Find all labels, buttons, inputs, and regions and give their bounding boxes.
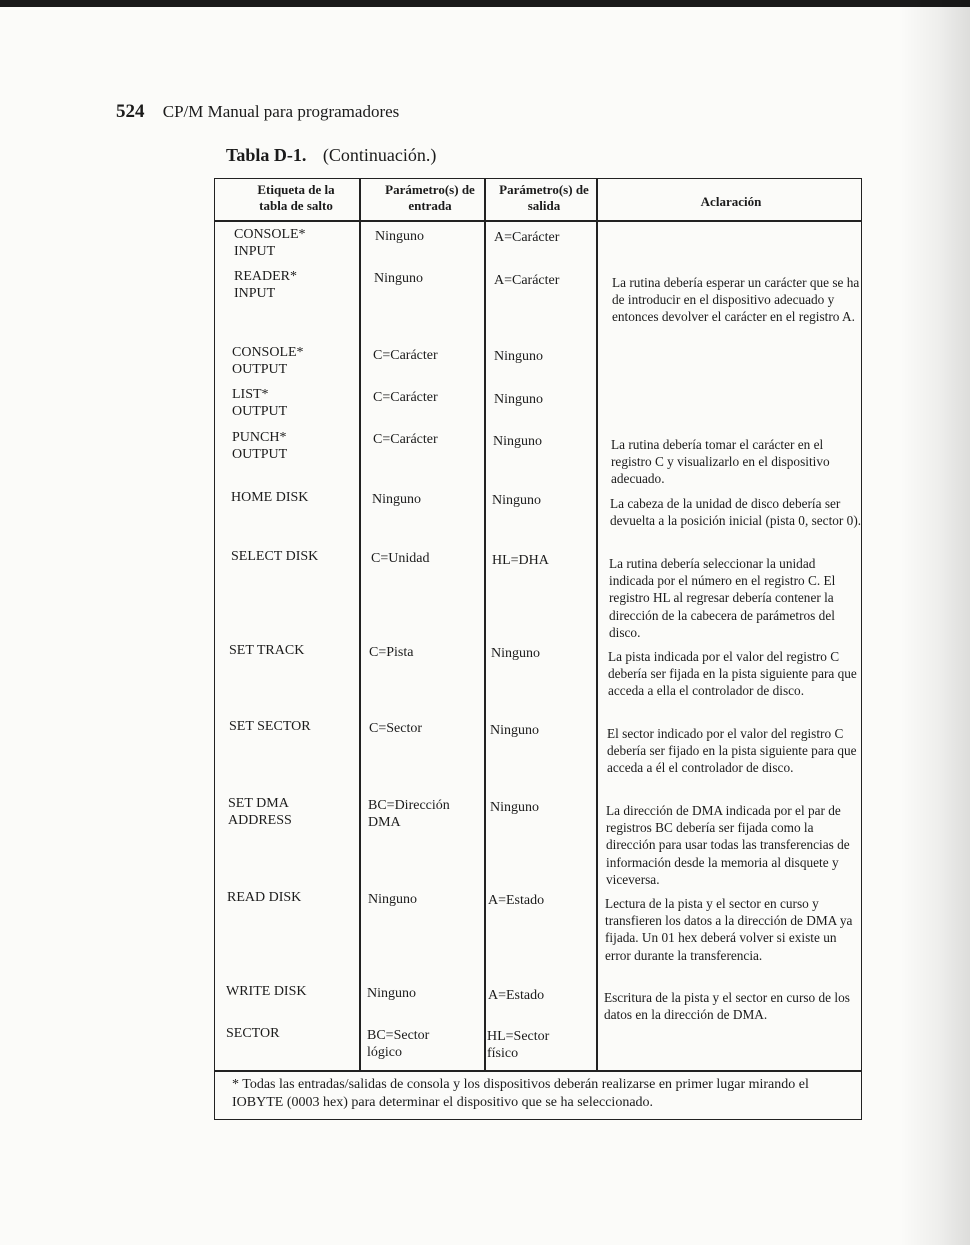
row-output: Ninguno bbox=[494, 349, 543, 364]
table-footnote: * Todas las entradas/salidas de consola y los dispositivos deberán realizarse en primer lugar mirando el IOBYTE (0003 hex) para determinar el dispositivo que se ha seleccionado. bbox=[232, 1077, 809, 1110]
running-head-title: CP/M Manual para programadores bbox=[162, 102, 400, 121]
row-input: Ninguno bbox=[372, 492, 421, 507]
header-input: Parámetro(s) de entrada bbox=[385, 182, 475, 213]
row-input: BC=Sector lógico bbox=[367, 1028, 430, 1060]
table-caption-text: (Continuación.) bbox=[322, 145, 437, 165]
row-note: La dirección de DMA indicada por el par de registros BC debería ser fijada como la dirección para usar todas las transferencias de información desde la memoria al disquete y viceversa. bbox=[606, 803, 850, 887]
row-input: C=Carácter bbox=[373, 348, 438, 363]
header-output: Parámetro(s) de salida bbox=[499, 182, 589, 213]
row-note: El sector indicado por el valor del registro C debería ser fijado en la pista siguiente para que acceda a él el controlador de disco. bbox=[607, 726, 857, 776]
row-label: HOME DISK bbox=[231, 490, 309, 505]
row-note: La pista indicada por el valor del registro C debería ser fijada en la pista siguiente para que acceda a ella el controlador de disco. bbox=[608, 649, 857, 699]
row-input: Ninguno bbox=[367, 986, 416, 1001]
row-output: Ninguno bbox=[493, 434, 542, 449]
row-output: A=Estado bbox=[488, 988, 545, 1003]
row-input: Ninguno bbox=[368, 892, 417, 907]
row-note: La rutina debería seleccionar la unidad indicada por el número en el registro C. El registro HL al regresar debería contener la dirección de la cabecera de parámetros del disco. bbox=[609, 556, 836, 640]
row-output: A=Estado bbox=[488, 893, 545, 908]
row-output: Ninguno bbox=[490, 723, 539, 738]
header-bottom-rule bbox=[214, 220, 862, 222]
row-label: SECTOR bbox=[226, 1026, 280, 1041]
running-header bbox=[116, 101, 399, 123]
row-label: READ DISK bbox=[227, 890, 302, 905]
row-note: La rutina debería tomar el carácter en el registro C y visualizarlo en el dispositivo adecuado. bbox=[611, 437, 830, 487]
row-input: C=Carácter bbox=[373, 432, 438, 447]
row-input: BC=Dirección DMA bbox=[368, 798, 450, 830]
row-label: PUNCH* OUTPUT bbox=[232, 430, 288, 462]
table-caption bbox=[226, 145, 436, 166]
row-input: C=Carácter bbox=[373, 390, 438, 405]
row-label: SET DMA ADDRESS bbox=[228, 796, 292, 828]
row-output: Ninguno bbox=[494, 392, 543, 407]
page-number: 524 bbox=[116, 101, 145, 122]
row-label: SET TRACK bbox=[229, 643, 305, 658]
body-bottom-rule bbox=[214, 1070, 862, 1072]
column-rule-2 bbox=[484, 178, 486, 1071]
row-label: SELECT DISK bbox=[231, 549, 319, 564]
row-output: Ninguno bbox=[490, 800, 539, 815]
scan-top-edge bbox=[0, 0, 970, 7]
row-note: Lectura de la pista y el sector en curso y transfieren los datos a la dirección de DMA ya fijada. Un 01 hex deberá volver si existe un error durante la transferencia. bbox=[605, 896, 853, 963]
row-label: CONSOLE* OUTPUT bbox=[232, 345, 304, 377]
row-input: Ninguno bbox=[374, 271, 423, 286]
header-note: Aclaración bbox=[700, 194, 762, 209]
row-output: A=Carácter bbox=[494, 230, 560, 245]
row-note: Escritura de la pista y el sector en curso de los datos en la dirección de DMA. bbox=[604, 990, 850, 1023]
row-output: Ninguno bbox=[492, 493, 541, 508]
row-label: LIST* OUTPUT bbox=[232, 387, 288, 419]
row-output: Ninguno bbox=[491, 646, 540, 661]
header-label: Etiqueta de la tabla de salto bbox=[257, 182, 335, 213]
row-note: La rutina debería esperar un carácter que se ha de introducir en el dispositivo adecuado y entonces devolver el carácter en el registro A. bbox=[612, 275, 860, 325]
row-note: La cabeza de la unidad de disco debería ser devuelta a la posición inicial (pista 0, sector 0). bbox=[610, 496, 862, 529]
row-output: A=Carácter bbox=[494, 273, 560, 288]
row-input: C=Sector bbox=[369, 721, 422, 736]
row-output: HL=Sector físico bbox=[487, 1029, 550, 1061]
page-gutter-shadow bbox=[900, 0, 970, 1245]
table-caption-label: Tabla D-1. bbox=[226, 145, 307, 165]
row-label: CONSOLE* INPUT bbox=[234, 227, 306, 259]
row-label: READER* INPUT bbox=[234, 269, 297, 301]
row-input: Ninguno bbox=[375, 229, 424, 244]
column-rule-3 bbox=[596, 178, 598, 1071]
row-input: C=Unidad bbox=[371, 551, 430, 566]
column-rule-1 bbox=[359, 178, 361, 1071]
row-label: WRITE DISK bbox=[226, 984, 307, 999]
row-input: C=Pista bbox=[369, 645, 414, 660]
row-output: HL=DHA bbox=[492, 553, 549, 568]
row-label: SET SECTOR bbox=[229, 719, 311, 734]
